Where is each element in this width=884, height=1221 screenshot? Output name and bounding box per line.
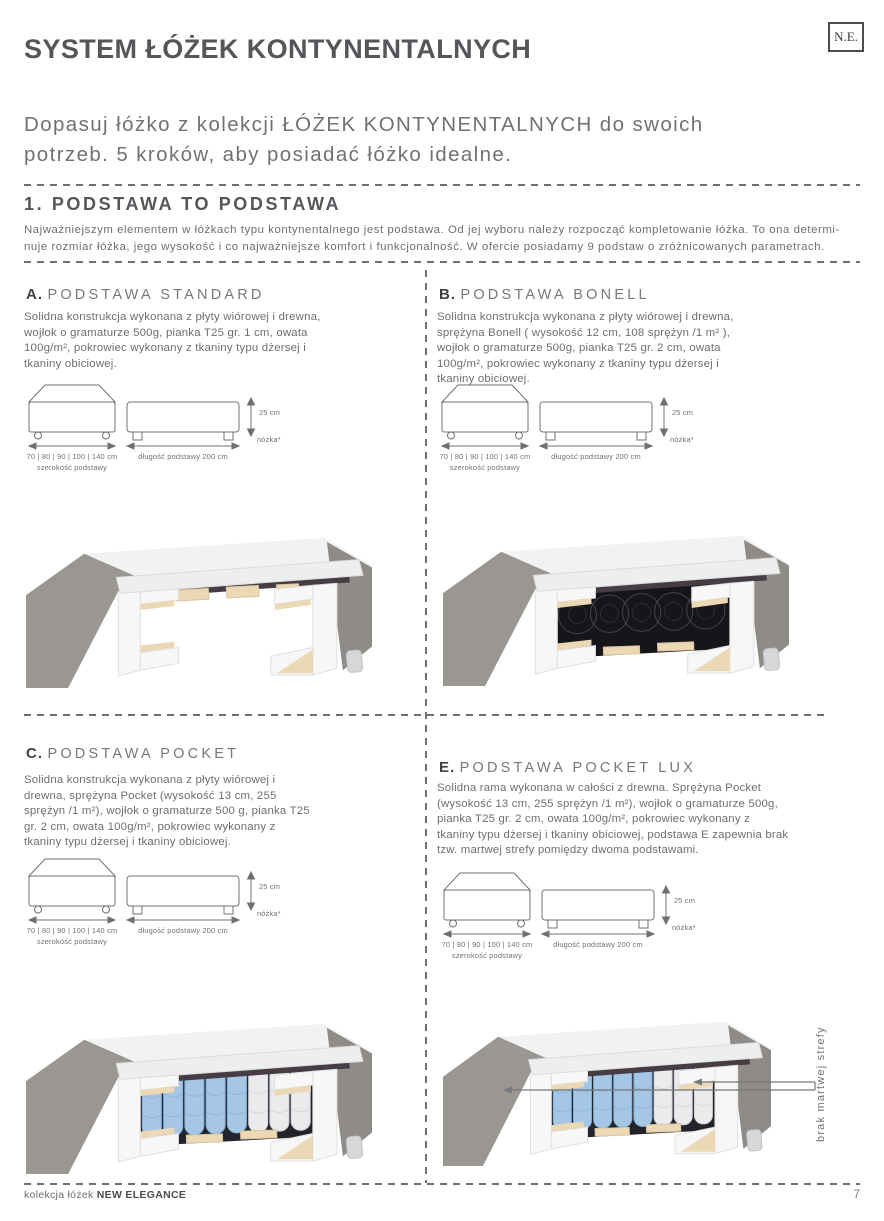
leg-height-arrow-icon bbox=[663, 886, 670, 924]
product-description: Solidna konstrukcja wykonana z płyty wiórowej i drewna, sprężyna Pocket (wysokość 13 cm, 255 sprężyn /1 m²), wojłok o gramaturze 500 g, pianka T25 gr. 2 cm, owata 100g/m², pokrowiec wykonany z tkaniny typu dżersej i tkaniny obiciowej. bbox=[24, 774, 310, 849]
width-arrow-icon bbox=[442, 443, 528, 449]
length-arrow-icon bbox=[542, 931, 654, 937]
leg-height-label: 25 cm bbox=[672, 408, 694, 417]
step-body-line-2: nuje rozmiar łóżka, jego wysokość i co najważniejsze komfort i funkcjonalność. W ofercie posiadamy 9 podstaw o zróżnicowanych parametrach. bbox=[24, 241, 825, 253]
leg-note-label: nóżka* bbox=[257, 909, 281, 918]
size-diagram-svg bbox=[442, 870, 732, 962]
dashed-column-divider bbox=[425, 270, 427, 1183]
leg-note-label: nóżka* bbox=[672, 923, 696, 932]
photo-podstawa-bonell bbox=[443, 528, 789, 686]
width-values-label: 70 | 80 | 90 | 100 | 140 cm bbox=[27, 452, 118, 461]
bed-side-view-icon bbox=[127, 402, 239, 440]
product-name: PODSTAWA POCKET LUX bbox=[459, 760, 697, 776]
product-section-bonell bbox=[437, 284, 860, 712]
product-section-pocket-lux bbox=[437, 740, 860, 1182]
bed-side-view-icon bbox=[542, 890, 654, 928]
step-body-line-1: Najważniejszym elementem w łóżkach typu kontynentalnego jest podstawa. Od jej wyboru należy rozpocząć kompletowanie łóżka. To ona determi- bbox=[24, 224, 840, 236]
width-arrow-icon bbox=[444, 931, 530, 937]
page-title: SYSTEM ŁÓŻEK KONTYNENTALNYCH bbox=[24, 34, 532, 65]
bed-cutaway-illustration bbox=[26, 1016, 372, 1174]
width-values-label: 70 | 80 | 90 | 100 | 140 cm bbox=[442, 940, 533, 949]
dashed-rule-top bbox=[24, 184, 860, 186]
width-arrow-icon bbox=[29, 917, 115, 923]
product-section-pocket bbox=[24, 740, 416, 1182]
width-values-label: 70 | 80 | 90 | 100 | 140 cm bbox=[440, 452, 531, 461]
photo-podstawa-pocket bbox=[26, 1016, 372, 1174]
footer-label: kolekcja łóżek bbox=[24, 1189, 94, 1201]
dashed-rule-footer bbox=[24, 1183, 860, 1185]
length-caption-label: długość podstawy 200 cm bbox=[138, 452, 228, 461]
bed-front-view-icon bbox=[442, 385, 528, 439]
product-letter: A. bbox=[26, 286, 43, 303]
dead-zone-label: brak martwej strefy bbox=[815, 1026, 827, 1142]
product-heading bbox=[439, 759, 696, 777]
width-caption-label: szerokość podstawy bbox=[36, 463, 108, 472]
leg-height-arrow-icon bbox=[248, 398, 255, 436]
size-diagram-svg bbox=[27, 382, 317, 474]
leg-note-label: nóżka* bbox=[257, 435, 281, 444]
length-arrow-icon bbox=[127, 917, 239, 923]
length-caption-label: długość podstawy 200 cm bbox=[138, 926, 228, 935]
width-caption-label: szerokość podstawy bbox=[449, 463, 521, 472]
product-name: PODSTAWA STANDARD bbox=[47, 287, 265, 303]
leg-height-label: 25 cm bbox=[259, 408, 281, 417]
product-heading bbox=[439, 286, 650, 304]
product-letter: E. bbox=[439, 759, 456, 776]
length-arrow-icon bbox=[127, 443, 239, 449]
step-title: 1. PODSTAWA TO PODSTAWA bbox=[24, 194, 342, 214]
bed-front-view-icon bbox=[29, 385, 115, 439]
bed-cutaway-illustration bbox=[443, 528, 789, 686]
intro-text bbox=[24, 110, 704, 170]
product-name: PODSTAWA BONELL bbox=[460, 287, 650, 303]
width-arrow-icon bbox=[29, 443, 115, 449]
size-diagram bbox=[27, 382, 317, 474]
dashed-row-divider bbox=[24, 714, 824, 716]
bed-side-view-icon bbox=[127, 876, 239, 914]
size-diagram-svg bbox=[27, 856, 317, 948]
product-letter: B. bbox=[439, 286, 456, 303]
footer-collection bbox=[24, 1189, 186, 1201]
width-caption-label: szerokość podstawy bbox=[36, 937, 108, 946]
product-description: Solidna rama wykonana w całości z drewna. Sprężyna Pocket (wysokość 13 cm, 255 sprężyn /1 m²), wojłok o gramaturze 500g, pianka T25 gr. 2 cm, owata 100g/m², pokrowiec wykonany z tkaniny typu dżersej i tkaniny obiciowej, podstawa E zapewnia brak tzw. martwej strefy pomiędzy dwoma podstawami. bbox=[437, 782, 789, 857]
footer-collection-name: NEW ELEGANCE bbox=[96, 1189, 187, 1201]
intro-line-1: Dopasuj łóżko z kolekcji ŁÓŻEK KONTYNENTALNYCH do swoich bbox=[24, 113, 704, 136]
width-values-label: 70 | 80 | 90 | 100 | 140 cm bbox=[27, 926, 118, 935]
photo-podstawa-standard bbox=[26, 530, 372, 688]
intro-line-2: potrzeb. 5 kroków, aby posiadać łóżko idealne. bbox=[24, 143, 513, 166]
size-diagram bbox=[27, 856, 317, 948]
size-diagram bbox=[442, 870, 732, 962]
leg-height-arrow-icon bbox=[248, 872, 255, 910]
product-description: Solidna konstrukcja wykonana z płyty wiórowej i drewna, wojłok o gramaturze 500g, pianka T25 gr. 1 cm, owata 100g/m², pokrowiec wykonany z tkaniny typu dżersej i tkaniny obiciowej. bbox=[24, 311, 321, 370]
bed-side-view-icon bbox=[540, 402, 652, 440]
product-heading bbox=[26, 286, 265, 304]
leg-height-label: 25 cm bbox=[259, 882, 281, 891]
brand-badge: N.E. bbox=[828, 22, 864, 52]
bed-front-view-icon bbox=[444, 873, 530, 927]
dashed-rule-middle bbox=[24, 261, 860, 263]
leg-note-label: nóżka* bbox=[670, 435, 694, 444]
dead-zone-arrows-icon bbox=[437, 1040, 837, 1100]
length-arrow-icon bbox=[540, 443, 652, 449]
length-caption-label: długość podstawy 200 cm bbox=[551, 452, 641, 461]
page-number: 7 bbox=[853, 1187, 860, 1201]
product-name: PODSTAWA POCKET bbox=[47, 746, 240, 762]
size-diagram bbox=[440, 382, 730, 474]
product-letter: C. bbox=[26, 745, 43, 762]
product-description: Solidna konstrukcja wykonana z płyty wiórowej i drewna, sprężyna Bonell ( wysokość 12 cm, 108 sprężyn /1 m² ), wojłok o gramaturze 500g, pianka T25 gr. 2 cm, owata 100g/m², pokrowiec wykonany z tkaniny typu dżersej i tkaniny obiciowej. bbox=[437, 311, 734, 386]
length-caption-label: długość podstawy 200 cm bbox=[553, 940, 643, 949]
step-body bbox=[24, 222, 840, 256]
bed-front-view-icon bbox=[29, 859, 115, 913]
product-heading bbox=[26, 745, 239, 763]
leg-height-arrow-icon bbox=[661, 398, 668, 436]
bed-cutaway-illustration bbox=[26, 530, 372, 688]
product-section-standard bbox=[24, 284, 416, 712]
size-diagram-svg bbox=[440, 382, 730, 474]
leg-height-label: 25 cm bbox=[674, 896, 696, 905]
width-caption-label: szerokość podstawy bbox=[451, 951, 523, 960]
